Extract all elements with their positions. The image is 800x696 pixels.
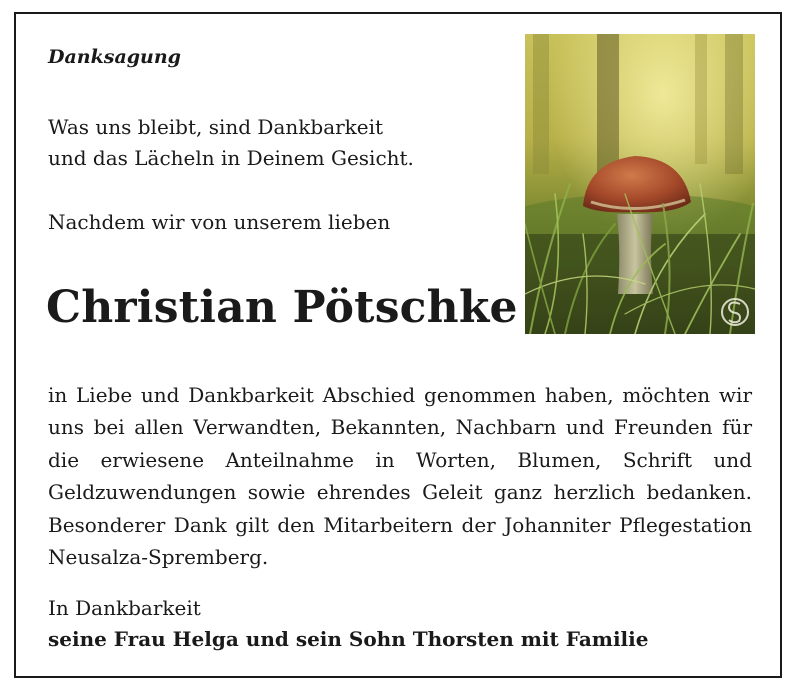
quote-line-2: und das Lächeln in Deinem Gesicht.	[48, 146, 414, 170]
intro-text: Nachdem wir von unserem lieben	[48, 210, 391, 234]
closing-line: In Dankbarkeit	[48, 596, 201, 620]
mushroom-photo	[525, 34, 755, 334]
notice-heading: Danksagung	[48, 46, 181, 68]
body-text: in Liebe und Dankbarkeit Abschied genommen haben, möchten wir uns bei allen Verwandten, Bekannten, Nachbarn und Freunden für die erwiesene Anteilnahme in Worten, Blumen, Schrift und Geldzuwendungen sowie ehrendes Geleit ganz herzlich bedanken. Besonderer Dank gilt den Mitarbeitern der Johanniter Pflegestation Neusalza-Spremberg.	[48, 383, 752, 570]
family-signature: seine Frau Helga und sein Sohn Thorsten mit Familie	[48, 627, 649, 651]
deceased-name: Christian Pötschke	[46, 282, 518, 333]
quote	[48, 112, 414, 174]
quote-line-1: Was uns bleibt, sind Dankbarkeit	[48, 115, 384, 139]
